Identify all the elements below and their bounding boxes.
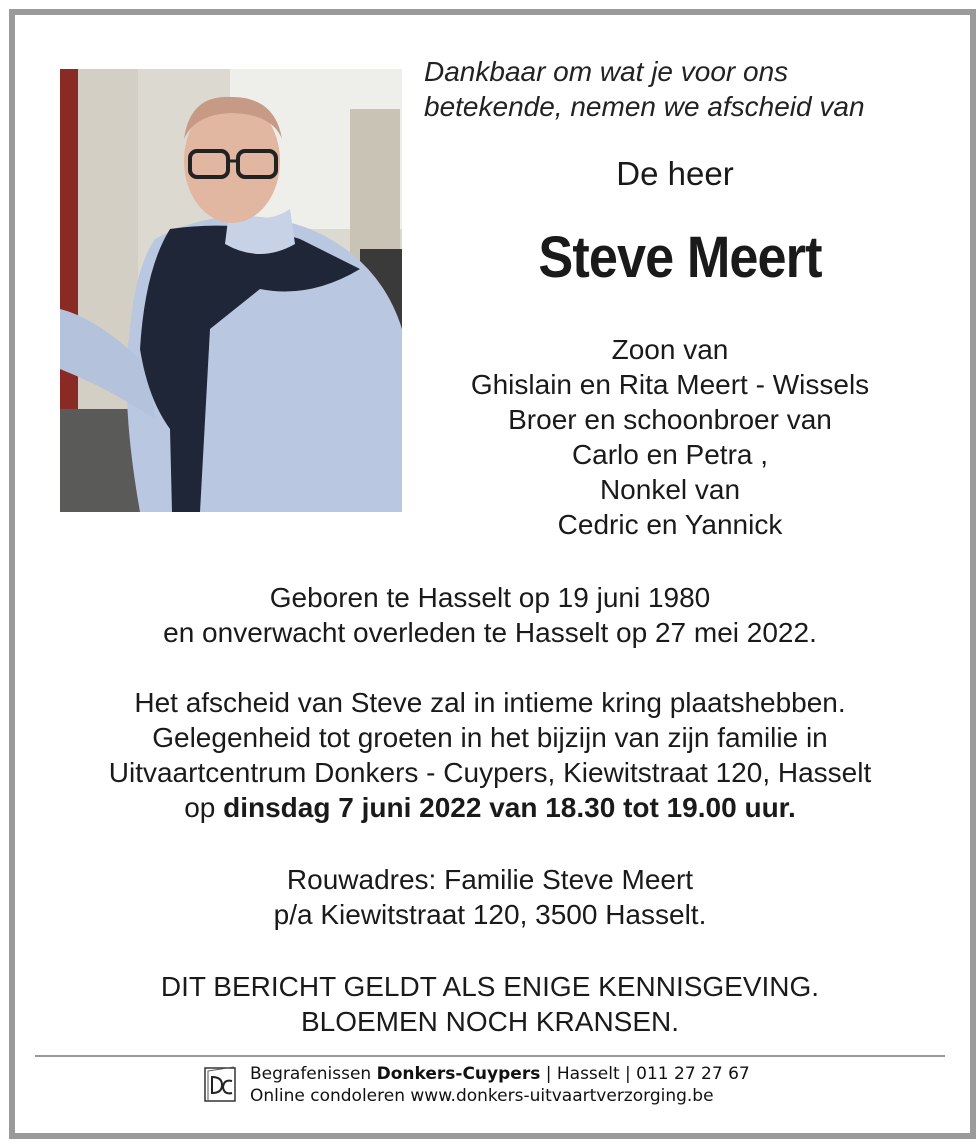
farewell-line: Gelegenheid tot groeten in het bijzijn van zijn familie in: [152, 722, 828, 753]
family-line: Zoon van: [611, 334, 729, 365]
farewell-date-line: [30, 790, 950, 825]
footer-company: Donkers-Cuypers: [376, 1064, 541, 1084]
funeral-home-footer: [200, 1061, 800, 1109]
intro-line: Dankbaar om wat je voor ons: [424, 56, 789, 87]
footer-text: [250, 1063, 750, 1107]
notice-line: BLOEMEN NOCH KRANSEN.: [300, 1006, 680, 1037]
farewell-line: Het afscheid van Steve zal in intieme kring plaatshebben.: [134, 687, 846, 718]
death-line: en onverwacht overleden te Hasselt op 27 mei 2022.: [163, 617, 817, 648]
address-line: Rouwadres: Familie Steve Meert: [286, 864, 694, 895]
intro-line: betekende, nemen we afscheid van: [424, 91, 865, 122]
family-line: Nonkel van: [599, 474, 741, 505]
footer-website[interactable]: Online condoleren www.donkers-uitvaartverzorging.be: [250, 1086, 714, 1106]
birth-line: Geboren te Hasselt op 19 juni 1980: [269, 582, 711, 613]
birth-death-info: [30, 580, 950, 650]
honorific: De heer: [616, 155, 734, 192]
portrait-photo: [60, 69, 402, 512]
footer-contact: | Hasselt | 011 27 27 67: [545, 1064, 750, 1084]
notice-line: DIT BERICHT GELDT ALS ENIGE KENNISGEVING.: [160, 971, 820, 1002]
dc-monogram-icon: [204, 1065, 238, 1103]
family-list: [420, 332, 920, 542]
intro-text: [408, 54, 964, 124]
family-line: Carlo en Petra ,: [571, 439, 769, 470]
farewell-info: [30, 685, 950, 825]
farewell-line: Uitvaartcentrum Donkers - Cuypers, Kiewitstraat 120, Hasselt: [108, 757, 872, 788]
footer-prefix: Begrafenissen: [250, 1064, 372, 1084]
family-line: Cedric en Yannick: [557, 509, 783, 540]
family-line: Broer en schoonbroer van: [508, 404, 832, 435]
address-line: p/a Kiewitstraat 120, 3500 Hasselt.: [273, 899, 707, 930]
family-line: Ghislain en Rita Meert - Wissels: [470, 369, 870, 400]
footer-divider: [35, 1055, 945, 1057]
farewell-date: dinsdag 7 juni 2022 van 18.30 tot 19.00 uur.: [223, 792, 796, 823]
deceased-name: Steve Meert: [538, 225, 822, 290]
official-notice: [30, 969, 950, 1039]
footer-line-company: [250, 1063, 750, 1085]
mourning-address: [30, 862, 950, 932]
farewell-prefix: op: [184, 792, 216, 823]
